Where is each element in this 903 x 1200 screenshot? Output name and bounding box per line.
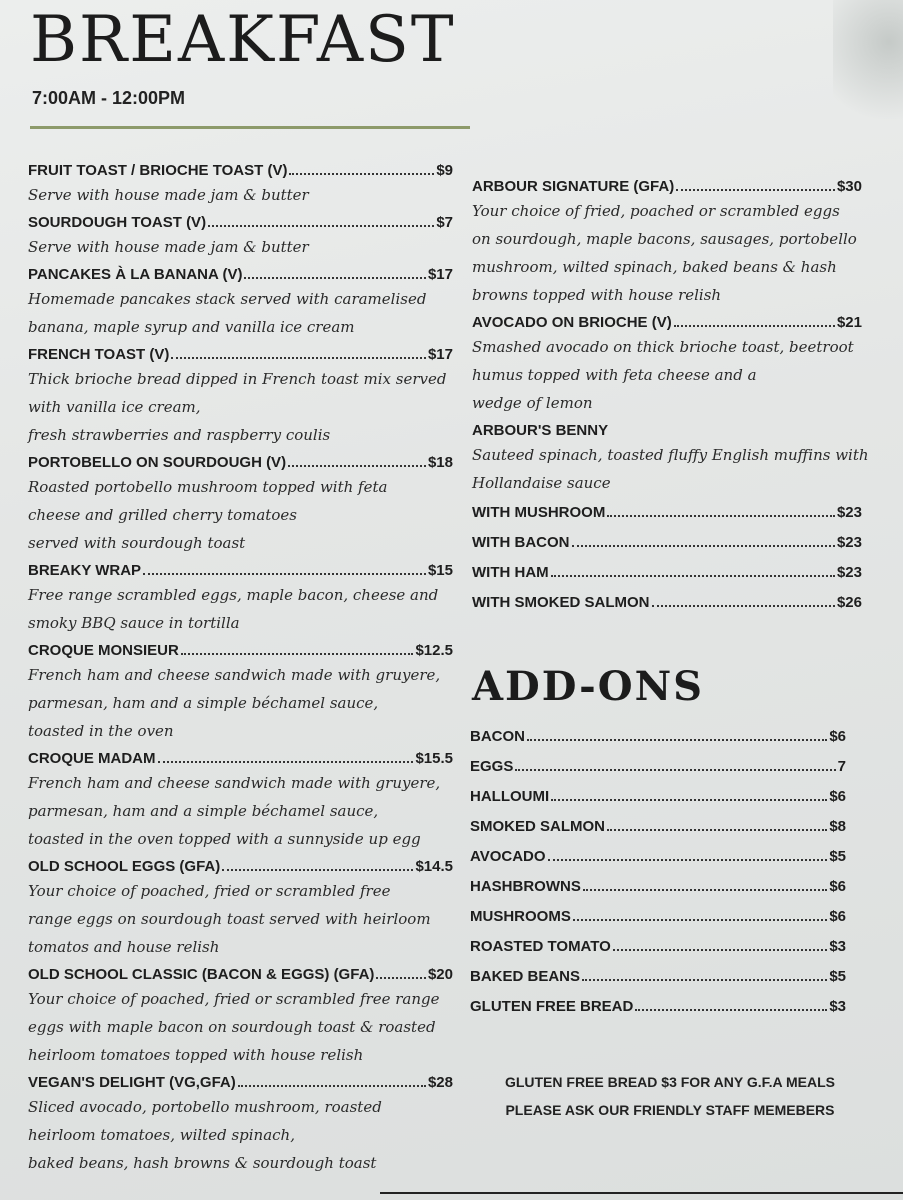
frame-edge [380, 1192, 903, 1200]
menu-item-price: $17 [427, 266, 453, 283]
dot-leader [572, 545, 835, 547]
menu-item-name: HALLOUMI [470, 788, 550, 805]
menu-item-name: PANCAKES À LA BANANA (V) [28, 266, 243, 283]
menu-item-description: cheese and grilled cherry tomatoes [28, 506, 297, 524]
menu-item-price: $15.5 [415, 750, 453, 767]
menu-item-name: FRUIT TOAST / BRIOCHE TOAST (V) [28, 162, 288, 179]
note-line: PLEASE ASK OUR FRIENDLY STAFF MEMEBERS [505, 1102, 835, 1118]
dot-leader [527, 739, 827, 741]
menu-item-price: $12.5 [415, 642, 453, 659]
menu-item-description: Thick brioche bread dipped in French toast mix served [28, 370, 447, 388]
menu-item [28, 452, 453, 556]
menu-item-heading [472, 558, 862, 588]
menu-item-description: toasted in the oven topped with a sunnyside up egg [28, 830, 421, 848]
menu-item-heading [28, 856, 453, 878]
dot-leader [222, 869, 413, 871]
addon-item [470, 872, 846, 902]
menu-item-name: ARBOUR SIGNATURE (GFA) [472, 178, 675, 195]
benny-variants [472, 498, 862, 618]
menu-item [28, 748, 453, 852]
menu-item-description: browns topped with house relish [472, 286, 722, 304]
menu-item-heading [28, 964, 453, 986]
menu-item-name: WITH MUSHROOM [472, 504, 606, 521]
menu-item-description: parmesan, ham and a simple béchamel sauce, [28, 694, 379, 712]
menu-item-description: humus topped with feta cheese and a [472, 366, 757, 384]
menu-item-price: $17 [427, 346, 453, 363]
menu-item-description: heirloom tomatoes, wilted spinach, [28, 1126, 295, 1144]
menu-item-description: Sauteed spinach, toasted fluffy English muffins with [472, 446, 869, 464]
menu-item [28, 344, 453, 448]
menu-item-price: $3 [829, 998, 846, 1015]
dot-leader [289, 173, 434, 175]
menu-item-heading [28, 452, 453, 474]
menu-item-description: Smashed avocado on thick brioche toast, beetroot [472, 338, 854, 356]
menu-item-name: AVOCADO ON BRIOCHE (V) [472, 314, 672, 331]
menu-item-price: $5 [829, 968, 846, 985]
menu-item-price: $9 [436, 162, 453, 179]
menu-item-name: SOURDOUGH TOAST (V) [28, 214, 207, 231]
menu-item-heading [28, 640, 453, 662]
menu-item-description: on sourdough, maple bacons, sausages, portobello [472, 230, 857, 248]
menu-item-heading [28, 748, 453, 770]
menu-item-description: Serve with house made jam & butter [28, 238, 309, 256]
menu-item-price: $26 [836, 594, 862, 611]
menu-item-description: heirloom tomatoes topped with house relish [28, 1046, 364, 1064]
addon-item [470, 782, 846, 812]
note-line: GLUTEN FREE BREAD $3 FOR ANY G.F.A MEALS [504, 1074, 836, 1090]
menu-item-price: $15 [427, 562, 453, 579]
menu-item-name: ARBOUR'S BENNY [472, 422, 609, 439]
menu-item [28, 160, 453, 208]
dot-leader [158, 761, 414, 763]
menu-item-description: Sliced avocado, portobello mushroom, roasted [28, 1098, 382, 1116]
menu-item-description: banana, maple syrup and vanilla ice cream [28, 318, 355, 336]
dot-leader [548, 859, 828, 861]
menu-item [28, 264, 453, 340]
dot-leader [607, 829, 827, 831]
menu-item [28, 964, 453, 1068]
menu-item-description: tomatos and house relish [28, 938, 220, 956]
menu-item-heading [28, 264, 453, 286]
menu-item-price: $18 [427, 454, 453, 471]
menu-item-price: $23 [836, 534, 862, 551]
addon-item [470, 842, 846, 872]
addon-item [470, 932, 846, 962]
menu-item-name: SMOKED SALMON [470, 818, 605, 835]
dot-leader [181, 653, 414, 655]
menu-item-name: WITH HAM [472, 564, 549, 581]
dot-leader [288, 465, 426, 467]
paper-shadow [833, 0, 903, 140]
dot-leader [573, 919, 827, 921]
menu-item-description: Free range scrambled eggs, maple bacon, cheese and [28, 586, 439, 604]
menu-item-price: $20 [427, 966, 453, 983]
menu-item-price: $14.5 [415, 858, 453, 875]
dot-leader [171, 357, 426, 359]
menu-item-name: CROQUE MADAM [28, 750, 156, 767]
dot-leader [635, 1009, 827, 1011]
menu-item-description: parmesan, ham and a simple béchamel sauce, [28, 802, 379, 820]
menu-item-heading [472, 528, 862, 558]
menu-item-description: wedge of lemon [472, 394, 593, 412]
menu-item [28, 1072, 453, 1176]
left-menu-column [28, 160, 453, 1180]
dot-leader [208, 225, 434, 227]
menu-item-price: $28 [427, 1074, 453, 1091]
menu-item-name: HASHBROWNS [470, 878, 581, 895]
menu-item-price: $5 [829, 848, 846, 865]
menu-item-name: GLUTEN FREE BREAD [470, 998, 634, 1015]
menu-item-description: range eggs on sourdough toast served with heirloom [28, 910, 431, 928]
menu-item-heading [28, 560, 453, 582]
menu-item-name: CROQUE MONSIEUR [28, 642, 179, 659]
menu-item-price: 7 [837, 758, 846, 775]
title-divider [30, 126, 470, 129]
menu-item-description: Homemade pancakes stack served with caramelised [28, 290, 427, 308]
menu-item [28, 212, 453, 260]
menu-item-price: $6 [829, 878, 846, 895]
menu-item-price: $23 [836, 564, 862, 581]
menu-item-name: OLD SCHOOL EGGS (GFA) [28, 858, 221, 875]
menu-item [28, 640, 453, 744]
menu-item-name: BACON [470, 728, 525, 745]
menu-item-description: eggs with maple bacon on sourdough toast & roasted [28, 1018, 436, 1036]
menu-item-price: $6 [829, 728, 846, 745]
addons-list [470, 722, 846, 1022]
menu-item-heading [472, 176, 862, 198]
menu-title: BREAKFAST [30, 3, 456, 77]
menu-item [472, 312, 862, 416]
menu-item-description: French ham and cheese sandwich made with gruyere, [28, 774, 441, 792]
menu-item-description: Your choice of fried, poached or scrambled eggs [472, 202, 840, 220]
menu-item-description: smoky BBQ sauce in tortilla [28, 614, 240, 632]
menu-item-description: Your choice of poached, fried or scrambled free [28, 882, 391, 900]
menu-item-name: PORTOBELLO ON SOURDOUGH (V) [28, 454, 287, 471]
menu-item-heading [28, 212, 453, 234]
dot-leader [582, 979, 827, 981]
dot-leader [376, 977, 426, 979]
menu-item-heading [472, 498, 862, 528]
menu-item-name: EGGS [470, 758, 514, 775]
addon-item [470, 752, 846, 782]
opening-hours: 7:00AM - 12:00PM [32, 88, 186, 108]
menu-item-heading [28, 1072, 453, 1094]
menu-item-name: BREAKY WRAP [28, 562, 142, 579]
dot-leader [143, 573, 426, 575]
dot-leader [607, 515, 835, 517]
dot-leader [652, 605, 835, 607]
addon-item [470, 992, 846, 1022]
menu-item-name: BAKED BEANS [470, 968, 581, 985]
menu-item-name: FRENCH TOAST (V) [28, 346, 170, 363]
dot-leader [238, 1085, 426, 1087]
dot-leader [676, 189, 835, 191]
dot-leader [244, 277, 426, 279]
menu-item [472, 176, 862, 308]
addon-item [470, 902, 846, 932]
menu-item-description: served with sourdough toast [28, 534, 246, 552]
menu-item-price: $6 [829, 788, 846, 805]
dot-leader [551, 799, 827, 801]
menu-item-description: toasted in the oven [28, 722, 174, 740]
addon-item [470, 812, 846, 842]
menu-item-heading [28, 344, 453, 366]
menu-item-description: baked beans, hash browns & sourdough toast [28, 1154, 377, 1172]
menu-item-heading [472, 312, 862, 334]
addon-item [470, 962, 846, 992]
menu-item-description: French ham and cheese sandwich made with gruyere, [28, 666, 441, 684]
menu-item-name: WITH SMOKED SALMON [472, 594, 650, 611]
gluten-free-note [470, 1068, 870, 1124]
menu-item-name: OLD SCHOOL CLASSIC (BACON & EGGS) (GFA) [28, 966, 375, 983]
dot-leader [583, 889, 827, 891]
menu-item-description: with vanilla ice cream, [28, 398, 201, 416]
menu-item-description: Roasted portobello mushroom topped with feta [28, 478, 388, 496]
menu-item-heading [472, 420, 862, 442]
menu-item-price: $21 [836, 314, 862, 331]
menu-item-heading [472, 588, 862, 618]
menu-item [28, 560, 453, 636]
dot-leader [613, 949, 827, 951]
menu-item-name: VEGAN'S DELIGHT (VG,GFA) [28, 1074, 236, 1091]
menu-item [28, 856, 453, 960]
menu-item-description: Serve with house made jam & butter [28, 186, 309, 204]
menu-item-price: $7 [436, 214, 453, 231]
dot-leader [674, 325, 835, 327]
addons-title: ADD-ONS [472, 663, 705, 710]
menu-item-price: $23 [836, 504, 862, 521]
menu-item-price: $6 [829, 908, 846, 925]
menu-item-description: fresh strawberries and raspberry coulis [28, 426, 331, 444]
menu-item-description: Hollandaise sauce [472, 474, 611, 492]
dot-leader [551, 575, 835, 577]
menu-item-price: $8 [829, 818, 846, 835]
menu-item-heading [28, 160, 453, 182]
menu-item-name: AVOCADO [470, 848, 546, 865]
menu-item-name: MUSHROOMS [470, 908, 571, 925]
addon-item [470, 722, 846, 752]
menu-item-price: $3 [829, 938, 846, 955]
dot-leader [515, 769, 835, 771]
right-menu-column [472, 176, 869, 622]
menu-item-description: mushroom, wilted spinach, baked beans & hash [472, 258, 837, 276]
menu-item-benny [472, 420, 869, 618]
menu-item-name: ROASTED TOMATO [470, 938, 611, 955]
menu-item-name: WITH BACON [472, 534, 570, 551]
menu-item-price: $30 [836, 178, 862, 195]
menu-item-description: Your choice of poached, fried or scrambled free range [28, 990, 440, 1008]
